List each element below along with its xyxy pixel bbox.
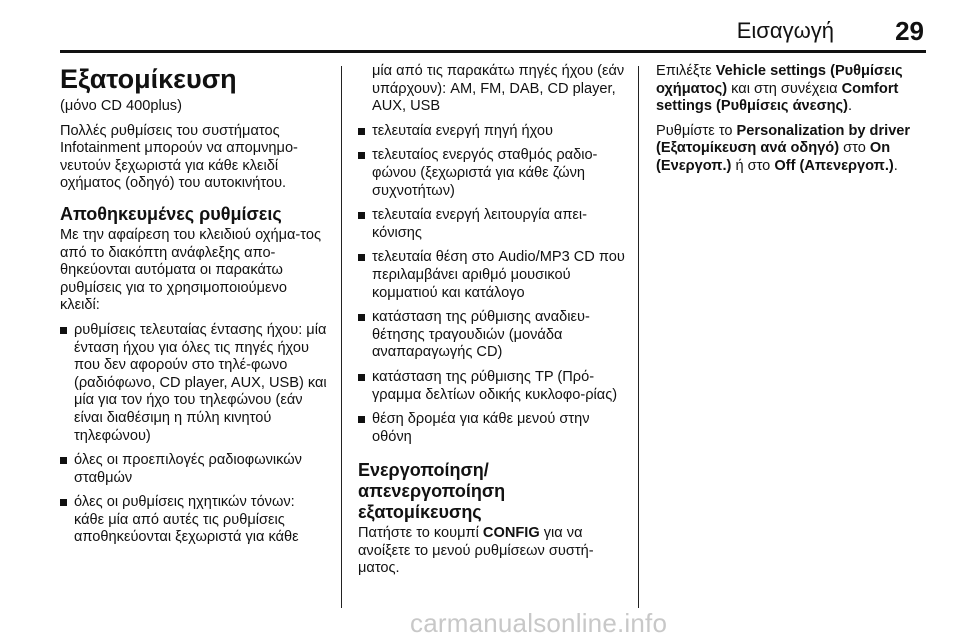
page-number: 29 (895, 16, 924, 46)
text-span: . (847, 98, 852, 115)
instruction-paragraph (656, 123, 928, 176)
activation-paragraph (358, 525, 626, 578)
text-span: για να ανοίξετε το μενού ρυθμίσεων συστή-ματος. (358, 525, 594, 577)
text-span: ή στο (731, 157, 775, 174)
list-item-continuation: μία από τις παρακάτω πηγές ήχου (εάν υπάρχουν): AM, FM, DAB, CD player, AUX, USB (372, 63, 625, 115)
column-divider (638, 66, 639, 608)
list-item: τελευταία ενεργή πηγή ήχου (358, 123, 626, 141)
list-item: τελευταίος ενεργός σταθμός ραδιο-φώνου (ξεχωριστά για κάθε ζώνη συχνοτήτων) (358, 147, 626, 200)
section-title: Εισαγωγή (736, 18, 834, 43)
text-span: στο (839, 140, 870, 157)
page-title: Εξατομίκευση (60, 64, 237, 94)
list-item: όλες οι προεπιλογές ραδιοφωνικών σταθμών (60, 452, 328, 487)
right-column (656, 63, 928, 183)
text-span: και στη συνέχεια (727, 80, 842, 97)
menu-item-label: Personalization by driver (Εξατομίκευση ανά οδηγό) (656, 122, 911, 157)
saved-settings-heading: Αποθηκευμένες ρυθμίσεις (60, 203, 282, 224)
saved-settings-list-continued (358, 63, 626, 446)
menu-item-label: Comfort settings (Ρυθμίσεις άνεσης) (656, 80, 899, 115)
header-rule (60, 50, 926, 53)
instruction-paragraph (656, 63, 928, 116)
text-span: Πατήστε το κουμπί (358, 525, 483, 542)
text-span: . (893, 157, 898, 174)
left-column (60, 63, 328, 554)
watermark: carmanualsonline.info (410, 608, 668, 638)
option-label: On (Ενεργοπ.) (656, 140, 891, 174)
saved-settings-list (60, 322, 328, 547)
text-span: Ρυθμίστε το (656, 122, 737, 139)
subtitle: (μόνο CD 400plus) (60, 98, 182, 114)
list-item: όλες οι ρυθμίσεις ηχητικών τόνων: κάθε μία από αυτές τις ρυθμίσεις αποθηκεύονται ξεχωριστά για κάθε (60, 494, 328, 547)
list-item: τελευταία ενεργή λειτουργία απει-κόνισης (358, 207, 626, 242)
activation-heading: Ενεργοποίηση/ απενεργοποίηση εξατομίκευσης (358, 460, 506, 523)
middle-column (358, 63, 626, 585)
list-item: κατάσταση της ρύθμισης TP (Πρό-γραμμα δελτίων οδικής κυκλοφο-ρίας) (358, 369, 626, 404)
saved-settings-text: Με την αφαίρεση του κλειδιού οχήμα-τος από το διακόπτη ανάφλεξης απο-θηκεύονται αυτόματα οι παρακάτω ρυθμίσεις για το χρησιμοποιούμενο κλειδί: (60, 226, 321, 314)
option-label: Off (Απενεργοπ.) (774, 157, 894, 174)
list-item: ρυθμίσεις τελευταίας έντασης ήχου: μία ένταση ήχου για όλες τις πηγές ήχου που δεν αφορούν στο τηλέ-φωνο (ραδιόφωνο, CD player, AUX, USB) και μία για τον ήχο του τηλεφώνου (εάν είναι διαθέσιμη η πύλη κινητού τηλεφώνου) (60, 322, 328, 445)
text-span: Επιλέξτε (656, 63, 716, 79)
menu-item-label: Vehicle settings (Ρυθμίσεις οχήματος) (656, 63, 903, 97)
list-item: κατάσταση της ρύθμισης αναδιευ-θέτησης τραγουδιών (μονάδα αναπαραγωγής CD) (358, 309, 626, 362)
page-header (0, 14, 924, 50)
config-button-label: CONFIG (482, 525, 540, 542)
intro-paragraph: Πολλές ρυθμίσεις του συστήματος Infotainment μπορούν να απομνημο-νευτούν ξεχωριστά για κάθε κλειδί οχήματος (οδηγό) του αυτοκινήτου. (60, 122, 298, 192)
list-item: τελευταία θέση στο Audio/MP3 CD που περιλαμβάνει αριθμό μουσικού κομματιού και κατάλογο (358, 249, 626, 302)
column-divider (341, 66, 342, 608)
list-item: θέση δρομέα για κάθε μενού στην οθόνη (358, 411, 626, 446)
